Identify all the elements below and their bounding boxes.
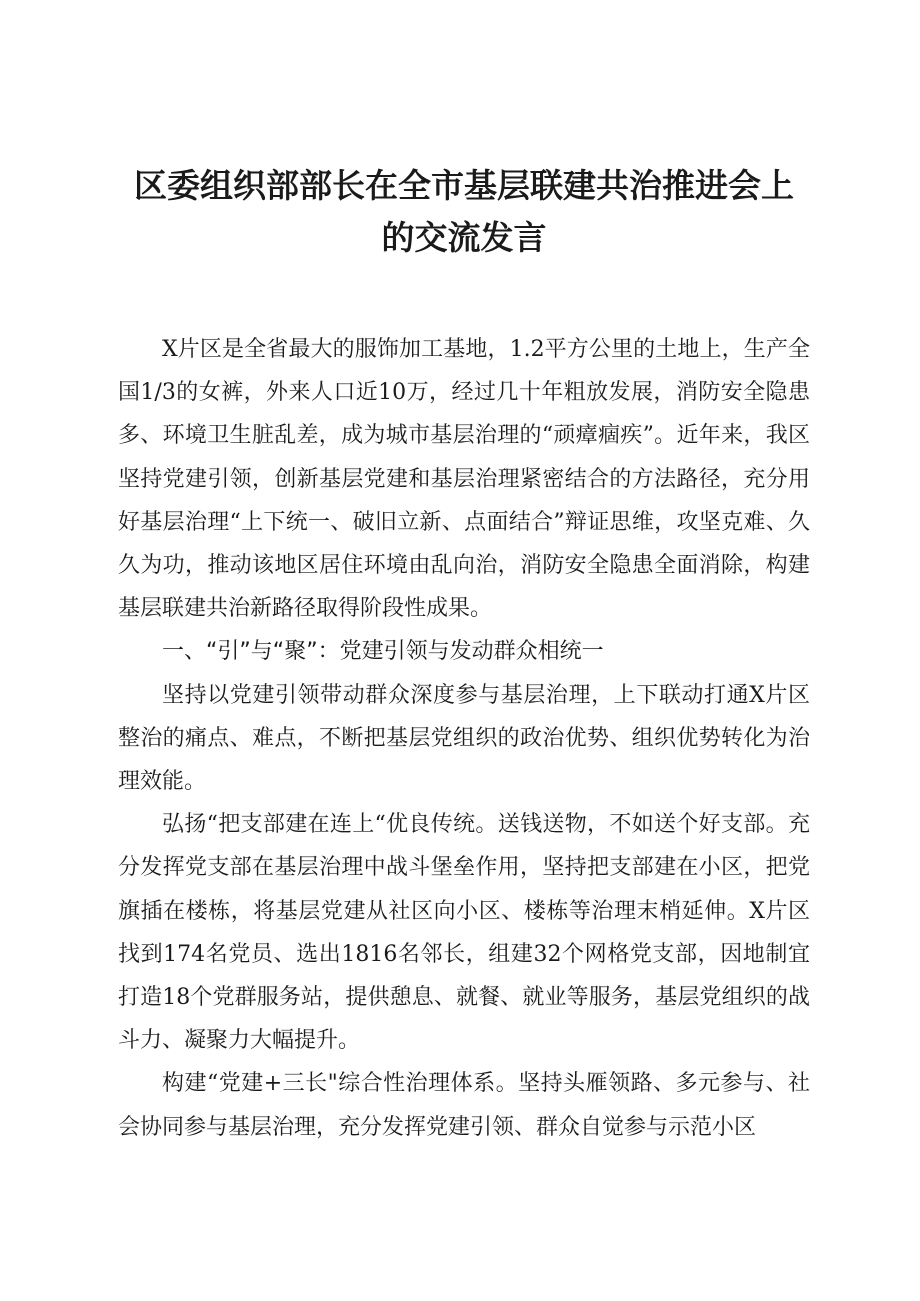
- section-1-paragraph-2: 弘扬“把支部建在连上“优良传统。送钱送物，不如送个好支部。充分发挥党支部在基层治理中战斗堡垒作用，坚持把支部建在小区，把党旗插在楼栋，将基层党建从社区向小区、楼栋等治理末梢延伸。X片区找到174名党员、选出1816名邻长，组建32个网格党支部，因地制宜打造18个党群服务站，提供憩息、就餐、就业等服务，基层党组织的战斗力、凝聚力大幅提升。: [118, 812, 810, 1054]
- section-1-paragraph-3: 构建“党建+三长"综合性治理体系。坚持头雁领路、多元参与、社会协同参与基层治理，充分发挥党建引领、群众自觉参与示范小区: [118, 1071, 810, 1140]
- title-line-2: 的交流发言: [381, 218, 547, 257]
- section-heading-1: 一、“引”与“聚”：党建引领与发动群众相统一: [162, 639, 604, 665]
- document-title: [118, 160, 810, 264]
- intro-paragraph: X片区是全省最大的服饰加工基地，1.2平方公里的土地上，生产全国1/3的女裤，外来人口近10万，经过几十年粗放发展，消防安全隐患多、环境卫生脏乱差，成为城市基层治理的“顽瘴痼疾”。近年来，我区坚持党建引领，创新基层党建和基层治理紧密结合的方法路径，充分用好基层治理“上下统一、破旧立新、点面结合”辩证思维，攻坚克难、久久为功，推动该地区居住环境由乱向治，消防安全隐患全面消除，构建基层联建共治新路径取得阶段性成果。: [118, 337, 810, 622]
- title-line-1: 区委组织部部长在全市基层联建共治推进会上: [134, 166, 794, 205]
- section-1-paragraph-1: 坚持以党建引领带动群众深度参与基层治理，上下联动打通X片区整治的痛点、难点，不断把基层党组织的政治优势、组织优势转化为治理效能。: [118, 682, 810, 795]
- document-body: [118, 328, 810, 1149]
